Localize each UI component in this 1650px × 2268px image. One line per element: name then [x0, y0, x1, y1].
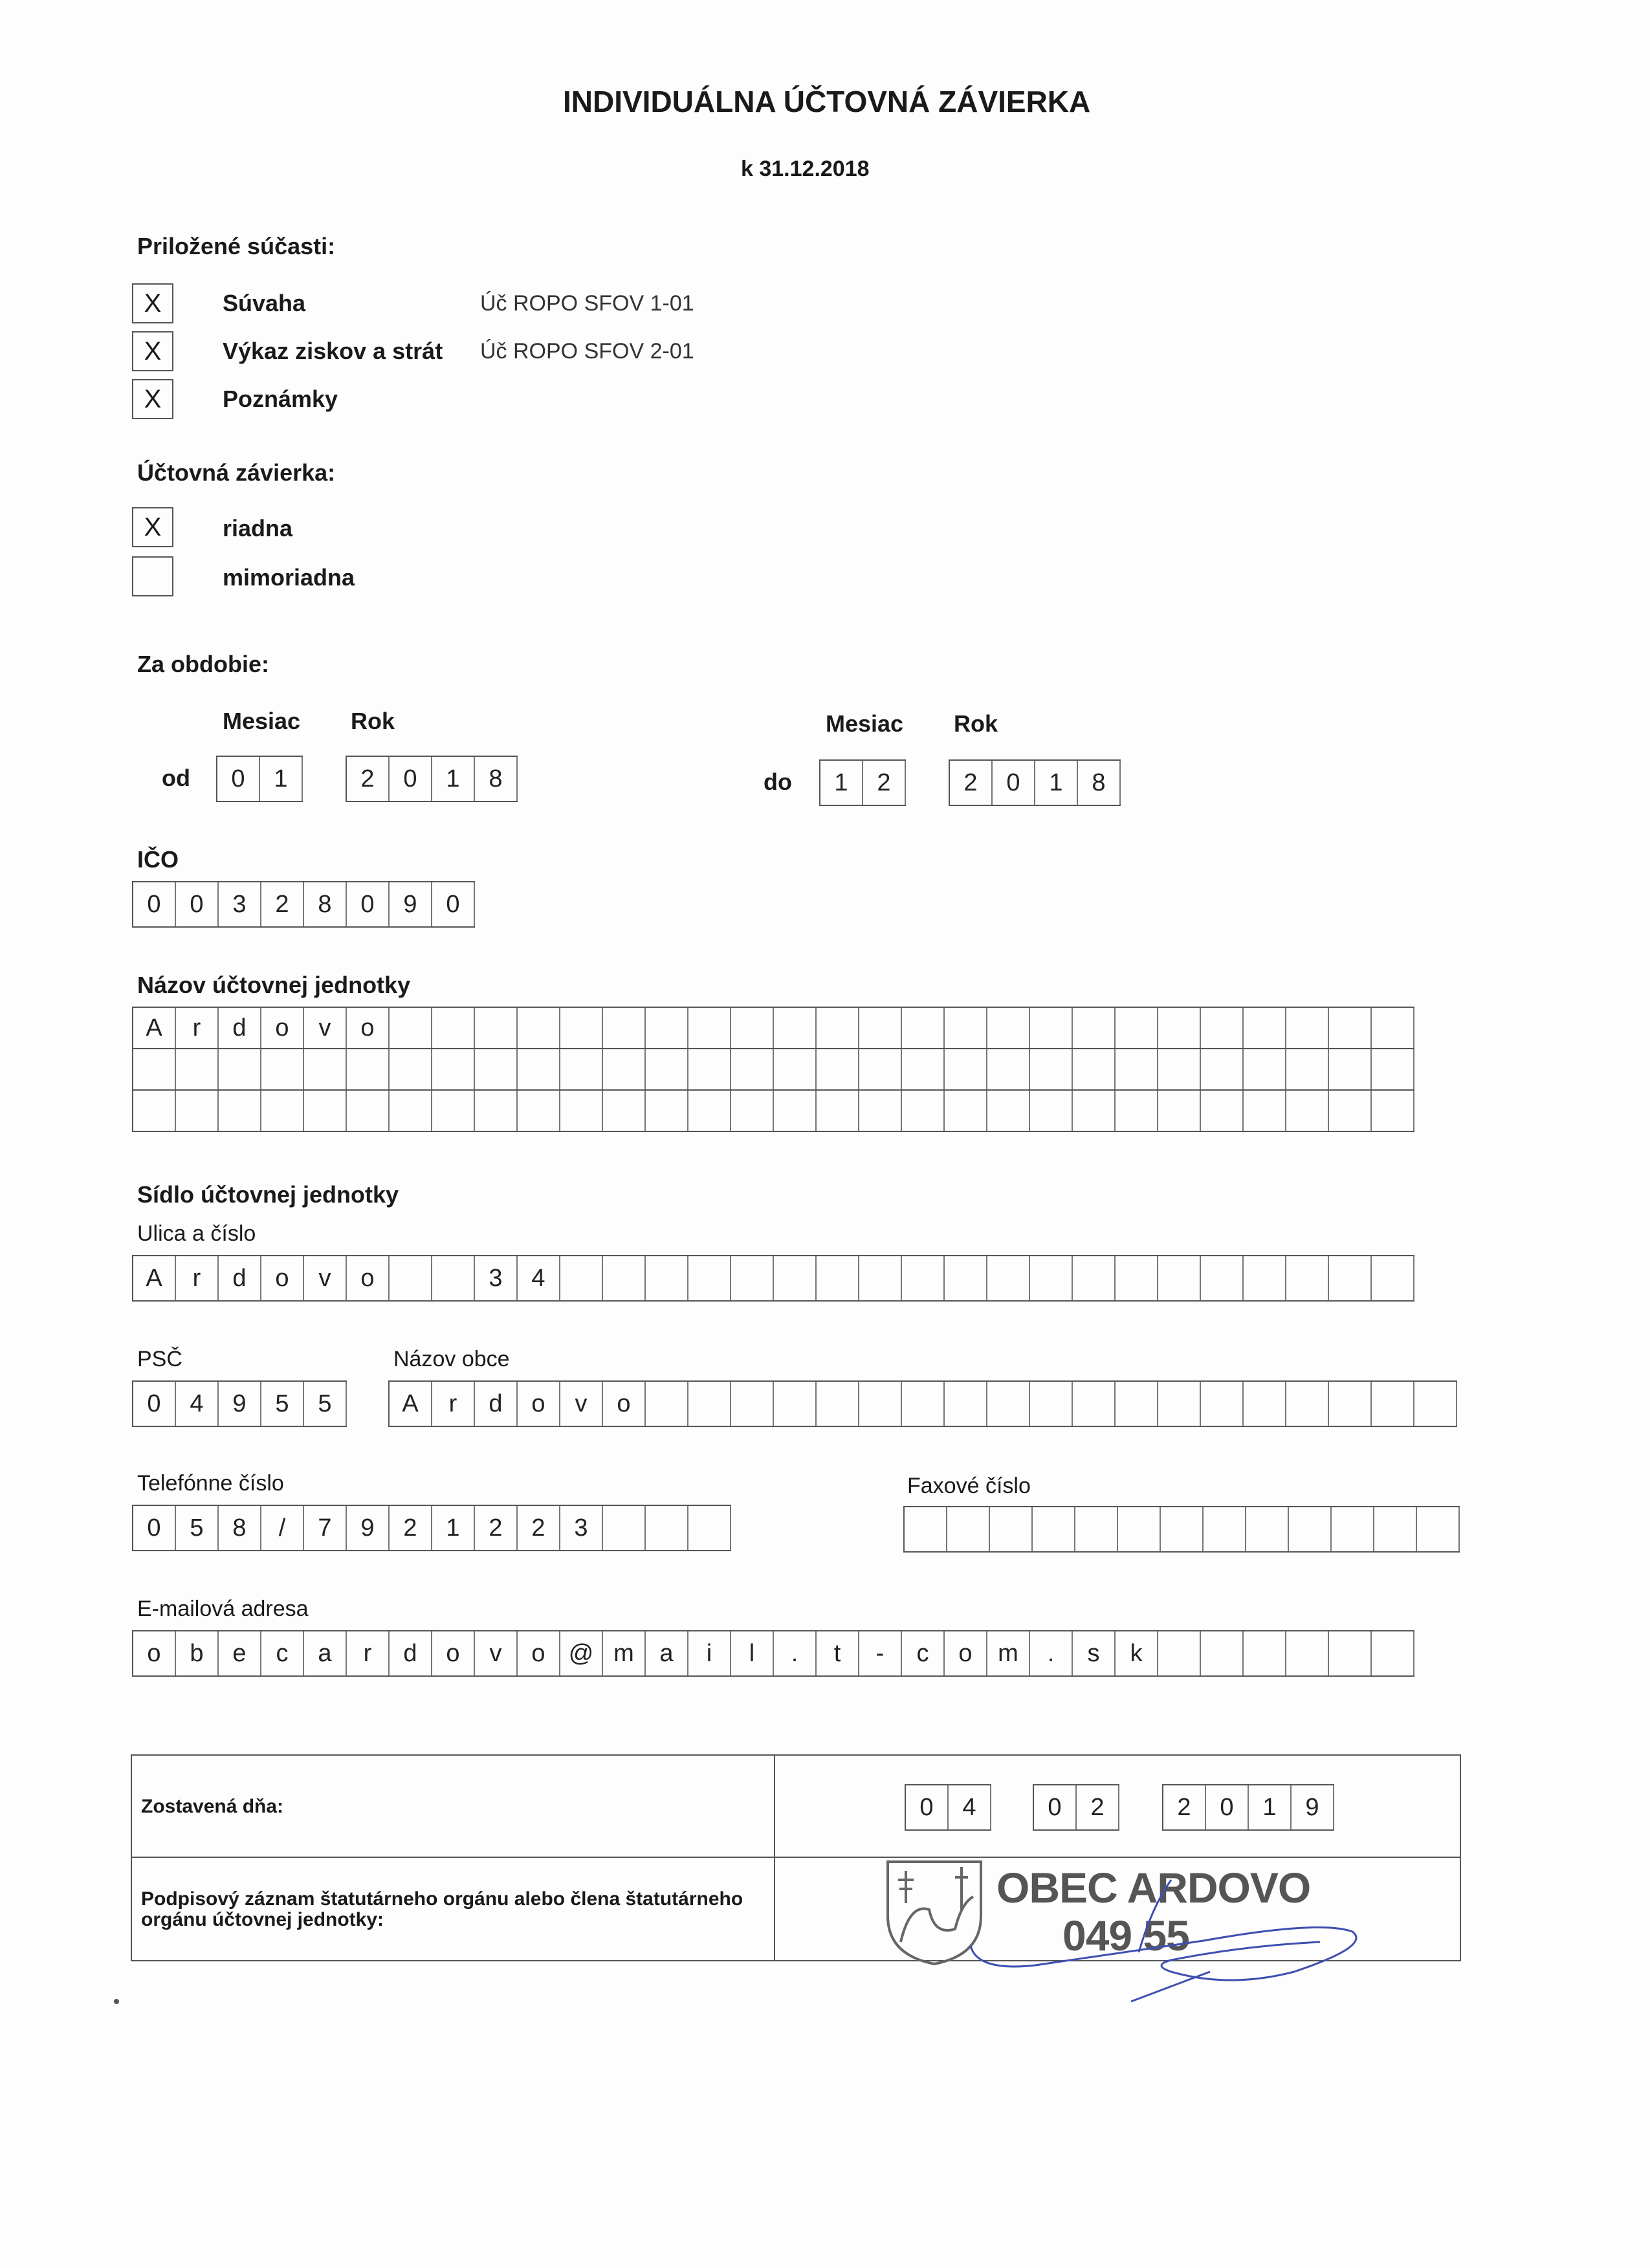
name-field-row-2-cell[interactable] [560, 1049, 603, 1089]
to-month-field[interactable] [819, 759, 906, 806]
city-field-cell[interactable]: o [518, 1382, 560, 1426]
compiled-month-field[interactable] [1033, 1784, 1119, 1831]
email-field-cell[interactable] [1286, 1631, 1329, 1675]
name-field-row-3-cell[interactable] [646, 1091, 688, 1131]
signature-label: Podpisový záznam štatutárneho orgánu alebo člena štatutárneho orgánu účtovnej jednotky: [141, 1888, 743, 1930]
email-field-cell[interactable]: o [133, 1631, 176, 1675]
name-field-row-1-cell[interactable] [817, 1008, 859, 1048]
compiled-label: Zostavená dňa: [141, 1796, 284, 1817]
attachment-label-vykaz: Výkaz ziskov a strát [223, 338, 443, 364]
name-field-row-1-cell[interactable] [390, 1008, 432, 1048]
scan-speck [114, 1999, 119, 2004]
from-year-field-cell[interactable]: 2 [347, 757, 390, 801]
email-field-cell[interactable] [1158, 1631, 1201, 1675]
name-field-row-2-cell[interactable] [945, 1049, 987, 1089]
name-field-row-2-cell[interactable] [646, 1049, 688, 1089]
document-title: INDIVIDUÁLNA ÚČTOVNÁ ZÁVIERKA [563, 85, 1091, 118]
email-field-cell[interactable]: . [774, 1631, 817, 1675]
name-field-row-3-cell[interactable] [1030, 1091, 1073, 1131]
street-field-cell[interactable] [945, 1256, 987, 1300]
city-field-cell[interactable]: d [475, 1382, 518, 1426]
name-label: Názov účtovnej jednotky [137, 972, 411, 998]
street-field-cell[interactable] [432, 1256, 475, 1300]
street-field-cell[interactable] [390, 1256, 432, 1300]
name-field-row-2-cell[interactable] [1073, 1049, 1116, 1089]
phone-field-cell[interactable]: 2 [390, 1506, 432, 1550]
name-field-row-1-cell[interactable] [1286, 1008, 1329, 1048]
name-field-row-2-cell[interactable] [1116, 1049, 1158, 1089]
name-field-row-2-cell[interactable] [1158, 1049, 1201, 1089]
name-field-row-1-cell[interactable]: r [176, 1008, 219, 1048]
name-field-row-1-cell[interactable] [987, 1008, 1030, 1048]
email-field-cell[interactable]: s [1073, 1631, 1116, 1675]
attachment-label-poznamky: Poznámky [223, 386, 338, 412]
city-field-cell[interactable] [1244, 1382, 1286, 1426]
name-field-row-2-cell[interactable] [133, 1049, 176, 1089]
email-field-cell[interactable]: . [1030, 1631, 1073, 1675]
attachment-code-suvaha: Úč ROPO SFOV 1-01 [480, 291, 694, 316]
email-field-cell[interactable]: a [646, 1631, 688, 1675]
street-field-cell[interactable] [1116, 1256, 1158, 1300]
ico-field-cell[interactable]: 9 [390, 882, 432, 926]
city-field-cell[interactable] [1372, 1382, 1414, 1426]
name-field-row-3-cell[interactable] [518, 1091, 560, 1131]
email-field-cell[interactable]: c [902, 1631, 945, 1675]
from-month-label: Mesiac [223, 708, 301, 734]
fax-field-cell[interactable] [1289, 1507, 1332, 1551]
street-field-cell[interactable] [1244, 1256, 1286, 1300]
fax-field-cell[interactable] [905, 1507, 947, 1551]
city-field-cell[interactable] [1073, 1382, 1116, 1426]
email-field[interactable] [132, 1630, 1414, 1677]
phone-field-cell[interactable]: 8 [219, 1506, 261, 1550]
name-field-row-3-cell[interactable] [603, 1091, 646, 1131]
ico-field-cell[interactable]: 0 [347, 882, 390, 926]
name-field-row-3-cell[interactable] [1329, 1091, 1372, 1131]
name-field-row-2-cell[interactable] [817, 1049, 859, 1089]
name-field-row-3-cell[interactable] [1073, 1091, 1116, 1131]
name-field-row-1-cell[interactable] [1116, 1008, 1158, 1048]
to-label: do [764, 769, 792, 795]
city-field-cell[interactable] [859, 1382, 902, 1426]
psc-field-cell[interactable]: 0 [133, 1382, 176, 1426]
fax-label: Faxové číslo [907, 1474, 1031, 1498]
name-field-row-1-cell[interactable] [475, 1008, 518, 1048]
email-field-cell[interactable] [1329, 1631, 1372, 1675]
city-field-cell[interactable]: A [390, 1382, 432, 1426]
name-field-row-2-cell[interactable] [475, 1049, 518, 1089]
name-field-row-3-cell[interactable] [987, 1091, 1030, 1131]
name-field-row-2-cell[interactable] [987, 1049, 1030, 1089]
name-field-row-1-cell[interactable] [1030, 1008, 1073, 1048]
name-field-row-3-cell[interactable] [1372, 1091, 1414, 1131]
fax-field-cell[interactable] [947, 1507, 990, 1551]
psc-field-cell[interactable]: 5 [304, 1382, 347, 1426]
name-field-row-1-cell[interactable] [1329, 1008, 1372, 1048]
street-field-cell[interactable] [646, 1256, 688, 1300]
name-field-row-3-cell[interactable] [1201, 1091, 1244, 1131]
fax-field-cell[interactable] [990, 1507, 1033, 1551]
name-field-row-2-cell[interactable] [731, 1049, 774, 1089]
from-label: od [162, 765, 190, 791]
compiled-day-field[interactable] [905, 1784, 991, 1831]
name-field-row-1-cell[interactable] [945, 1008, 987, 1048]
name-field-row-1-cell[interactable]: v [304, 1008, 347, 1048]
fax-field-cell[interactable] [1118, 1507, 1161, 1551]
closing-checkbox-riadna[interactable]: X [132, 507, 173, 547]
attachments-heading: Priložené súčasti: [137, 233, 336, 259]
closing-heading: Účtovná závierka: [137, 459, 336, 486]
fax-field[interactable] [903, 1506, 1460, 1553]
phone-field[interactable] [132, 1505, 731, 1551]
compiled-month-field-cell[interactable]: 2 [1077, 1785, 1119, 1829]
street-field-cell[interactable] [1158, 1256, 1201, 1300]
name-field-row-3-cell[interactable] [731, 1091, 774, 1131]
phone-field-cell[interactable] [688, 1506, 731, 1550]
name-field-row-1-cell[interactable] [1201, 1008, 1244, 1048]
name-field-row-3-cell[interactable] [902, 1091, 945, 1131]
email-field-cell[interactable] [1201, 1631, 1244, 1675]
to-year-field-cell[interactable]: 1 [1035, 761, 1078, 805]
name-field-row-3-cell[interactable] [347, 1091, 390, 1131]
name-field-row-2-cell[interactable] [518, 1049, 560, 1089]
psc-field-cell[interactable]: 5 [261, 1382, 304, 1426]
attachment-checkbox-vykaz[interactable]: X [132, 331, 173, 371]
name-field-row-3-cell[interactable] [176, 1091, 219, 1131]
compiled-year-field-cell[interactable]: 9 [1292, 1785, 1334, 1829]
from-year-field-cell[interactable]: 8 [475, 757, 518, 801]
street-field[interactable] [132, 1255, 1414, 1302]
phone-field-cell[interactable]: 0 [133, 1506, 176, 1550]
phone-field-cell[interactable]: 2 [518, 1506, 560, 1550]
fax-field-cell[interactable] [1417, 1507, 1460, 1551]
street-label: Ulica a číslo [137, 1221, 256, 1246]
city-field-cell[interactable] [646, 1382, 688, 1426]
ico-field-cell[interactable]: 2 [261, 882, 304, 926]
name-field-row-3-cell[interactable] [390, 1091, 432, 1131]
from-year-field-cell[interactable]: 0 [390, 757, 432, 801]
to-month-field-cell[interactable]: 2 [863, 761, 906, 805]
email-field-cell[interactable]: e [219, 1631, 261, 1675]
city-field[interactable] [388, 1380, 1457, 1427]
closing-checkbox-mimoriadna[interactable] [132, 556, 173, 596]
name-field-row-2-cell[interactable] [261, 1049, 304, 1089]
name-field-row-3-cell[interactable] [1244, 1091, 1286, 1131]
city-field-cell[interactable]: v [560, 1382, 603, 1426]
city-field-cell[interactable]: o [603, 1382, 646, 1426]
handwritten-signature [958, 1875, 1372, 2004]
name-field-row-1-cell[interactable]: d [219, 1008, 261, 1048]
attachment-checkbox-poznamky[interactable]: X [132, 379, 173, 419]
name-field-row-1-cell[interactable] [902, 1008, 945, 1048]
city-field-cell[interactable] [1329, 1382, 1372, 1426]
name-field-row-1-cell[interactable] [1372, 1008, 1414, 1048]
street-field-cell[interactable] [1286, 1256, 1329, 1300]
email-field-cell[interactable]: @ [560, 1631, 603, 1675]
city-field-cell[interactable] [1030, 1382, 1073, 1426]
name-field-row-3-cell[interactable] [432, 1091, 475, 1131]
email-field-cell[interactable]: - [859, 1631, 902, 1675]
attachment-checkbox-suvaha[interactable]: X [132, 283, 173, 323]
street-field-cell[interactable] [603, 1256, 646, 1300]
psc-field-cell[interactable]: 9 [219, 1382, 261, 1426]
name-field-row-3-cell[interactable] [304, 1091, 347, 1131]
to-month-field-cell[interactable]: 1 [820, 761, 863, 805]
city-field-cell[interactable] [1414, 1382, 1457, 1426]
street-field-cell[interactable] [902, 1256, 945, 1300]
street-field-cell[interactable] [774, 1256, 817, 1300]
compiled-day-field-cell[interactable]: 0 [906, 1785, 949, 1829]
city-field-cell[interactable] [817, 1382, 859, 1426]
name-field-row-1-cell[interactable]: o [347, 1008, 390, 1048]
phone-field-cell[interactable]: 7 [304, 1506, 347, 1550]
name-field-row-1-cell[interactable] [560, 1008, 603, 1048]
email-field-cell[interactable]: m [987, 1631, 1030, 1675]
name-field-row-2-cell[interactable] [1030, 1049, 1073, 1089]
name-field-row-3-cell[interactable] [859, 1091, 902, 1131]
name-field-row-2-cell[interactable] [603, 1049, 646, 1089]
name-field-row-2-cell[interactable] [1201, 1049, 1244, 1089]
attachment-label-suvaha: Súvaha [223, 290, 306, 316]
name-field-row-2-cell[interactable] [390, 1049, 432, 1089]
email-field-cell[interactable]: l [731, 1631, 774, 1675]
period-heading: Za obdobie: [137, 651, 269, 677]
name-field-row-1-cell[interactable] [688, 1008, 731, 1048]
street-field-cell[interactable] [817, 1256, 859, 1300]
psc-field[interactable] [132, 1380, 347, 1427]
email-label: E-mailová adresa [137, 1597, 309, 1621]
name-field-row-2-cell[interactable] [1244, 1049, 1286, 1089]
psc-field-cell[interactable]: 4 [176, 1382, 219, 1426]
compiled-year-field[interactable] [1162, 1784, 1334, 1831]
name-field-row-3-cell[interactable] [475, 1091, 518, 1131]
from-year-label: Rok [351, 708, 395, 734]
phone-field-cell[interactable] [646, 1506, 688, 1550]
compiled-year-field-cell[interactable]: 1 [1249, 1785, 1292, 1829]
to-month-label: Mesiac [826, 710, 904, 737]
compiled-year-field-cell[interactable]: 0 [1206, 1785, 1249, 1829]
name-field-row-3-cell[interactable] [560, 1091, 603, 1131]
name-field-row-3-cell[interactable] [133, 1091, 176, 1131]
ico-label: IČO [137, 846, 179, 873]
name-field-row-1[interactable] [132, 1007, 1414, 1049]
name-field-row-3-cell[interactable] [261, 1091, 304, 1131]
city-label: Názov obce [393, 1347, 510, 1371]
to-year-field-cell[interactable]: 2 [950, 761, 993, 805]
city-field-cell[interactable] [945, 1382, 987, 1426]
name-field-row-3-cell[interactable] [1116, 1091, 1158, 1131]
city-field-cell[interactable] [1116, 1382, 1158, 1426]
name-field-row-2-cell[interactable] [176, 1049, 219, 1089]
name-field-row-1-cell[interactable] [1073, 1008, 1116, 1048]
name-field-row-2-cell[interactable] [347, 1049, 390, 1089]
city-field-cell[interactable] [1158, 1382, 1201, 1426]
phone-field-cell[interactable]: / [261, 1506, 304, 1550]
street-field-cell[interactable] [731, 1256, 774, 1300]
email-field-cell[interactable]: r [347, 1631, 390, 1675]
name-field-row-3-cell[interactable] [688, 1091, 731, 1131]
fax-field-cell[interactable] [1075, 1507, 1118, 1551]
name-field-row-2-cell[interactable] [859, 1049, 902, 1089]
email-field-cell[interactable]: t [817, 1631, 859, 1675]
city-field-cell[interactable] [1201, 1382, 1244, 1426]
name-field-row-1-cell[interactable]: A [133, 1008, 176, 1048]
stamp-name: OBEC ARDOVO [996, 1864, 1311, 1912]
closing-label-mimoriadna: mimoriadna [223, 564, 355, 591]
name-field-row-2-cell[interactable] [219, 1049, 261, 1089]
street-field-cell[interactable]: o [261, 1256, 304, 1300]
name-field-row-1-cell[interactable] [646, 1008, 688, 1048]
name-field-row-3-cell[interactable] [774, 1091, 817, 1131]
phone-field-cell[interactable]: 1 [432, 1506, 475, 1550]
city-field-cell[interactable] [902, 1382, 945, 1426]
phone-field-cell[interactable] [603, 1506, 646, 1550]
phone-field-cell[interactable]: 5 [176, 1506, 219, 1550]
email-field-cell[interactable]: m [603, 1631, 646, 1675]
city-field-cell[interactable]: r [432, 1382, 475, 1426]
name-field-row-1-cell[interactable] [859, 1008, 902, 1048]
fax-field-cell[interactable] [1374, 1507, 1417, 1551]
street-field-cell[interactable] [987, 1256, 1030, 1300]
email-field-cell[interactable]: o [432, 1631, 475, 1675]
compiled-day-field-cell[interactable]: 4 [949, 1785, 991, 1829]
city-field-cell[interactable] [1286, 1382, 1329, 1426]
phone-field-cell[interactable]: 2 [475, 1506, 518, 1550]
city-field-cell[interactable] [987, 1382, 1030, 1426]
name-field-row-3-cell[interactable] [1158, 1091, 1201, 1131]
street-field-cell[interactable] [560, 1256, 603, 1300]
name-field-row-2-cell[interactable] [902, 1049, 945, 1089]
from-year-field-cell[interactable]: 1 [432, 757, 475, 801]
name-field-row-3-cell[interactable] [219, 1091, 261, 1131]
street-field-cell[interactable] [1329, 1256, 1372, 1300]
email-field-cell[interactable]: b [176, 1631, 219, 1675]
to-year-field-cell[interactable]: 8 [1078, 761, 1121, 805]
to-year-label: Rok [954, 710, 998, 737]
email-field-cell[interactable]: v [475, 1631, 518, 1675]
stamp-postcode: 049 55 [1062, 1912, 1189, 1959]
name-field-row-3-cell[interactable] [817, 1091, 859, 1131]
street-field-cell[interactable]: 3 [475, 1256, 518, 1300]
email-field-cell[interactable] [1372, 1631, 1414, 1675]
attachment-code-vykaz: Úč ROPO SFOV 2-01 [480, 339, 694, 364]
name-field-row-1-cell[interactable] [603, 1008, 646, 1048]
ico-field[interactable] [132, 881, 475, 928]
name-field-row-2-cell[interactable] [1286, 1049, 1329, 1089]
fax-field-cell[interactable] [1161, 1507, 1204, 1551]
email-field-cell[interactable]: d [390, 1631, 432, 1675]
name-field-row-1-cell[interactable] [518, 1008, 560, 1048]
name-field-row-3-cell[interactable] [945, 1091, 987, 1131]
address-label: Sídlo účtovnej jednotky [137, 1181, 399, 1208]
name-field-row-1-cell[interactable] [774, 1008, 817, 1048]
from-month-field-cell[interactable]: 1 [260, 757, 303, 801]
ico-field-cell[interactable]: 3 [219, 882, 261, 926]
name-field-row-2-cell[interactable] [1329, 1049, 1372, 1089]
phone-field-cell[interactable]: 9 [347, 1506, 390, 1550]
email-field-cell[interactable]: o [945, 1631, 987, 1675]
ico-field-cell[interactable]: 8 [304, 882, 347, 926]
closing-label-riadna: riadna [223, 515, 293, 541]
ico-field-cell[interactable]: 0 [176, 882, 219, 926]
name-field-row-2-cell[interactable] [1372, 1049, 1414, 1089]
city-field-cell[interactable] [731, 1382, 774, 1426]
name-field-row-2-cell[interactable] [774, 1049, 817, 1089]
city-field-cell[interactable] [774, 1382, 817, 1426]
phone-label: Telefónne číslo [137, 1471, 284, 1496]
phone-field-cell[interactable]: 3 [560, 1506, 603, 1550]
email-field-cell[interactable]: k [1116, 1631, 1158, 1675]
fax-field-cell[interactable] [1204, 1507, 1246, 1551]
ico-field-cell[interactable]: 0 [133, 882, 176, 926]
compiled-year-field-cell[interactable]: 2 [1163, 1785, 1206, 1829]
name-field-row-1-cell[interactable] [731, 1008, 774, 1048]
email-field-cell[interactable]: a [304, 1631, 347, 1675]
from-month-field-cell[interactable]: 0 [217, 757, 260, 801]
street-field-cell[interactable] [1372, 1256, 1414, 1300]
street-field-cell[interactable] [688, 1256, 731, 1300]
name-field-row-1-cell[interactable] [432, 1008, 475, 1048]
name-field-row-2-cell[interactable] [688, 1049, 731, 1089]
name-field-row-3[interactable] [132, 1089, 1414, 1132]
to-year-field-cell[interactable]: 0 [993, 761, 1035, 805]
fax-field-cell[interactable] [1332, 1507, 1374, 1551]
street-field-cell[interactable]: o [347, 1256, 390, 1300]
street-field-cell[interactable] [859, 1256, 902, 1300]
street-field-cell[interactable]: r [176, 1256, 219, 1300]
from-year-field[interactable] [346, 756, 518, 802]
name-field-row-1-cell[interactable] [1158, 1008, 1201, 1048]
street-field-cell[interactable] [1201, 1256, 1244, 1300]
name-field-row-2[interactable] [132, 1048, 1414, 1091]
ico-field-cell[interactable]: 0 [432, 882, 475, 926]
fax-field-cell[interactable] [1246, 1507, 1289, 1551]
name-field-row-1-cell[interactable]: o [261, 1008, 304, 1048]
email-field-cell[interactable] [1244, 1631, 1286, 1675]
street-field-cell[interactable]: A [133, 1256, 176, 1300]
name-field-row-2-cell[interactable] [432, 1049, 475, 1089]
from-month-field[interactable] [216, 756, 303, 802]
to-year-field[interactable] [949, 759, 1121, 806]
footer-divider-horizontal [131, 1857, 1461, 1858]
city-field-cell[interactable] [688, 1382, 731, 1426]
street-field-cell[interactable] [1030, 1256, 1073, 1300]
fax-field-cell[interactable] [1033, 1507, 1075, 1551]
email-field-cell[interactable]: i [688, 1631, 731, 1675]
compiled-month-field-cell[interactable]: 0 [1034, 1785, 1077, 1829]
street-field-cell[interactable]: 4 [518, 1256, 560, 1300]
footer-divider-vertical [774, 1754, 775, 1961]
psc-label: PSČ [137, 1347, 182, 1371]
street-field-cell[interactable]: v [304, 1256, 347, 1300]
document-date: k 31.12.2018 [741, 157, 870, 181]
name-field-row-3-cell[interactable] [1286, 1091, 1329, 1131]
name-field-row-1-cell[interactable] [1244, 1008, 1286, 1048]
street-field-cell[interactable] [1073, 1256, 1116, 1300]
street-field-cell[interactable]: d [219, 1256, 261, 1300]
email-field-cell[interactable]: c [261, 1631, 304, 1675]
email-field-cell[interactable]: o [518, 1631, 560, 1675]
name-field-row-2-cell[interactable] [304, 1049, 347, 1089]
